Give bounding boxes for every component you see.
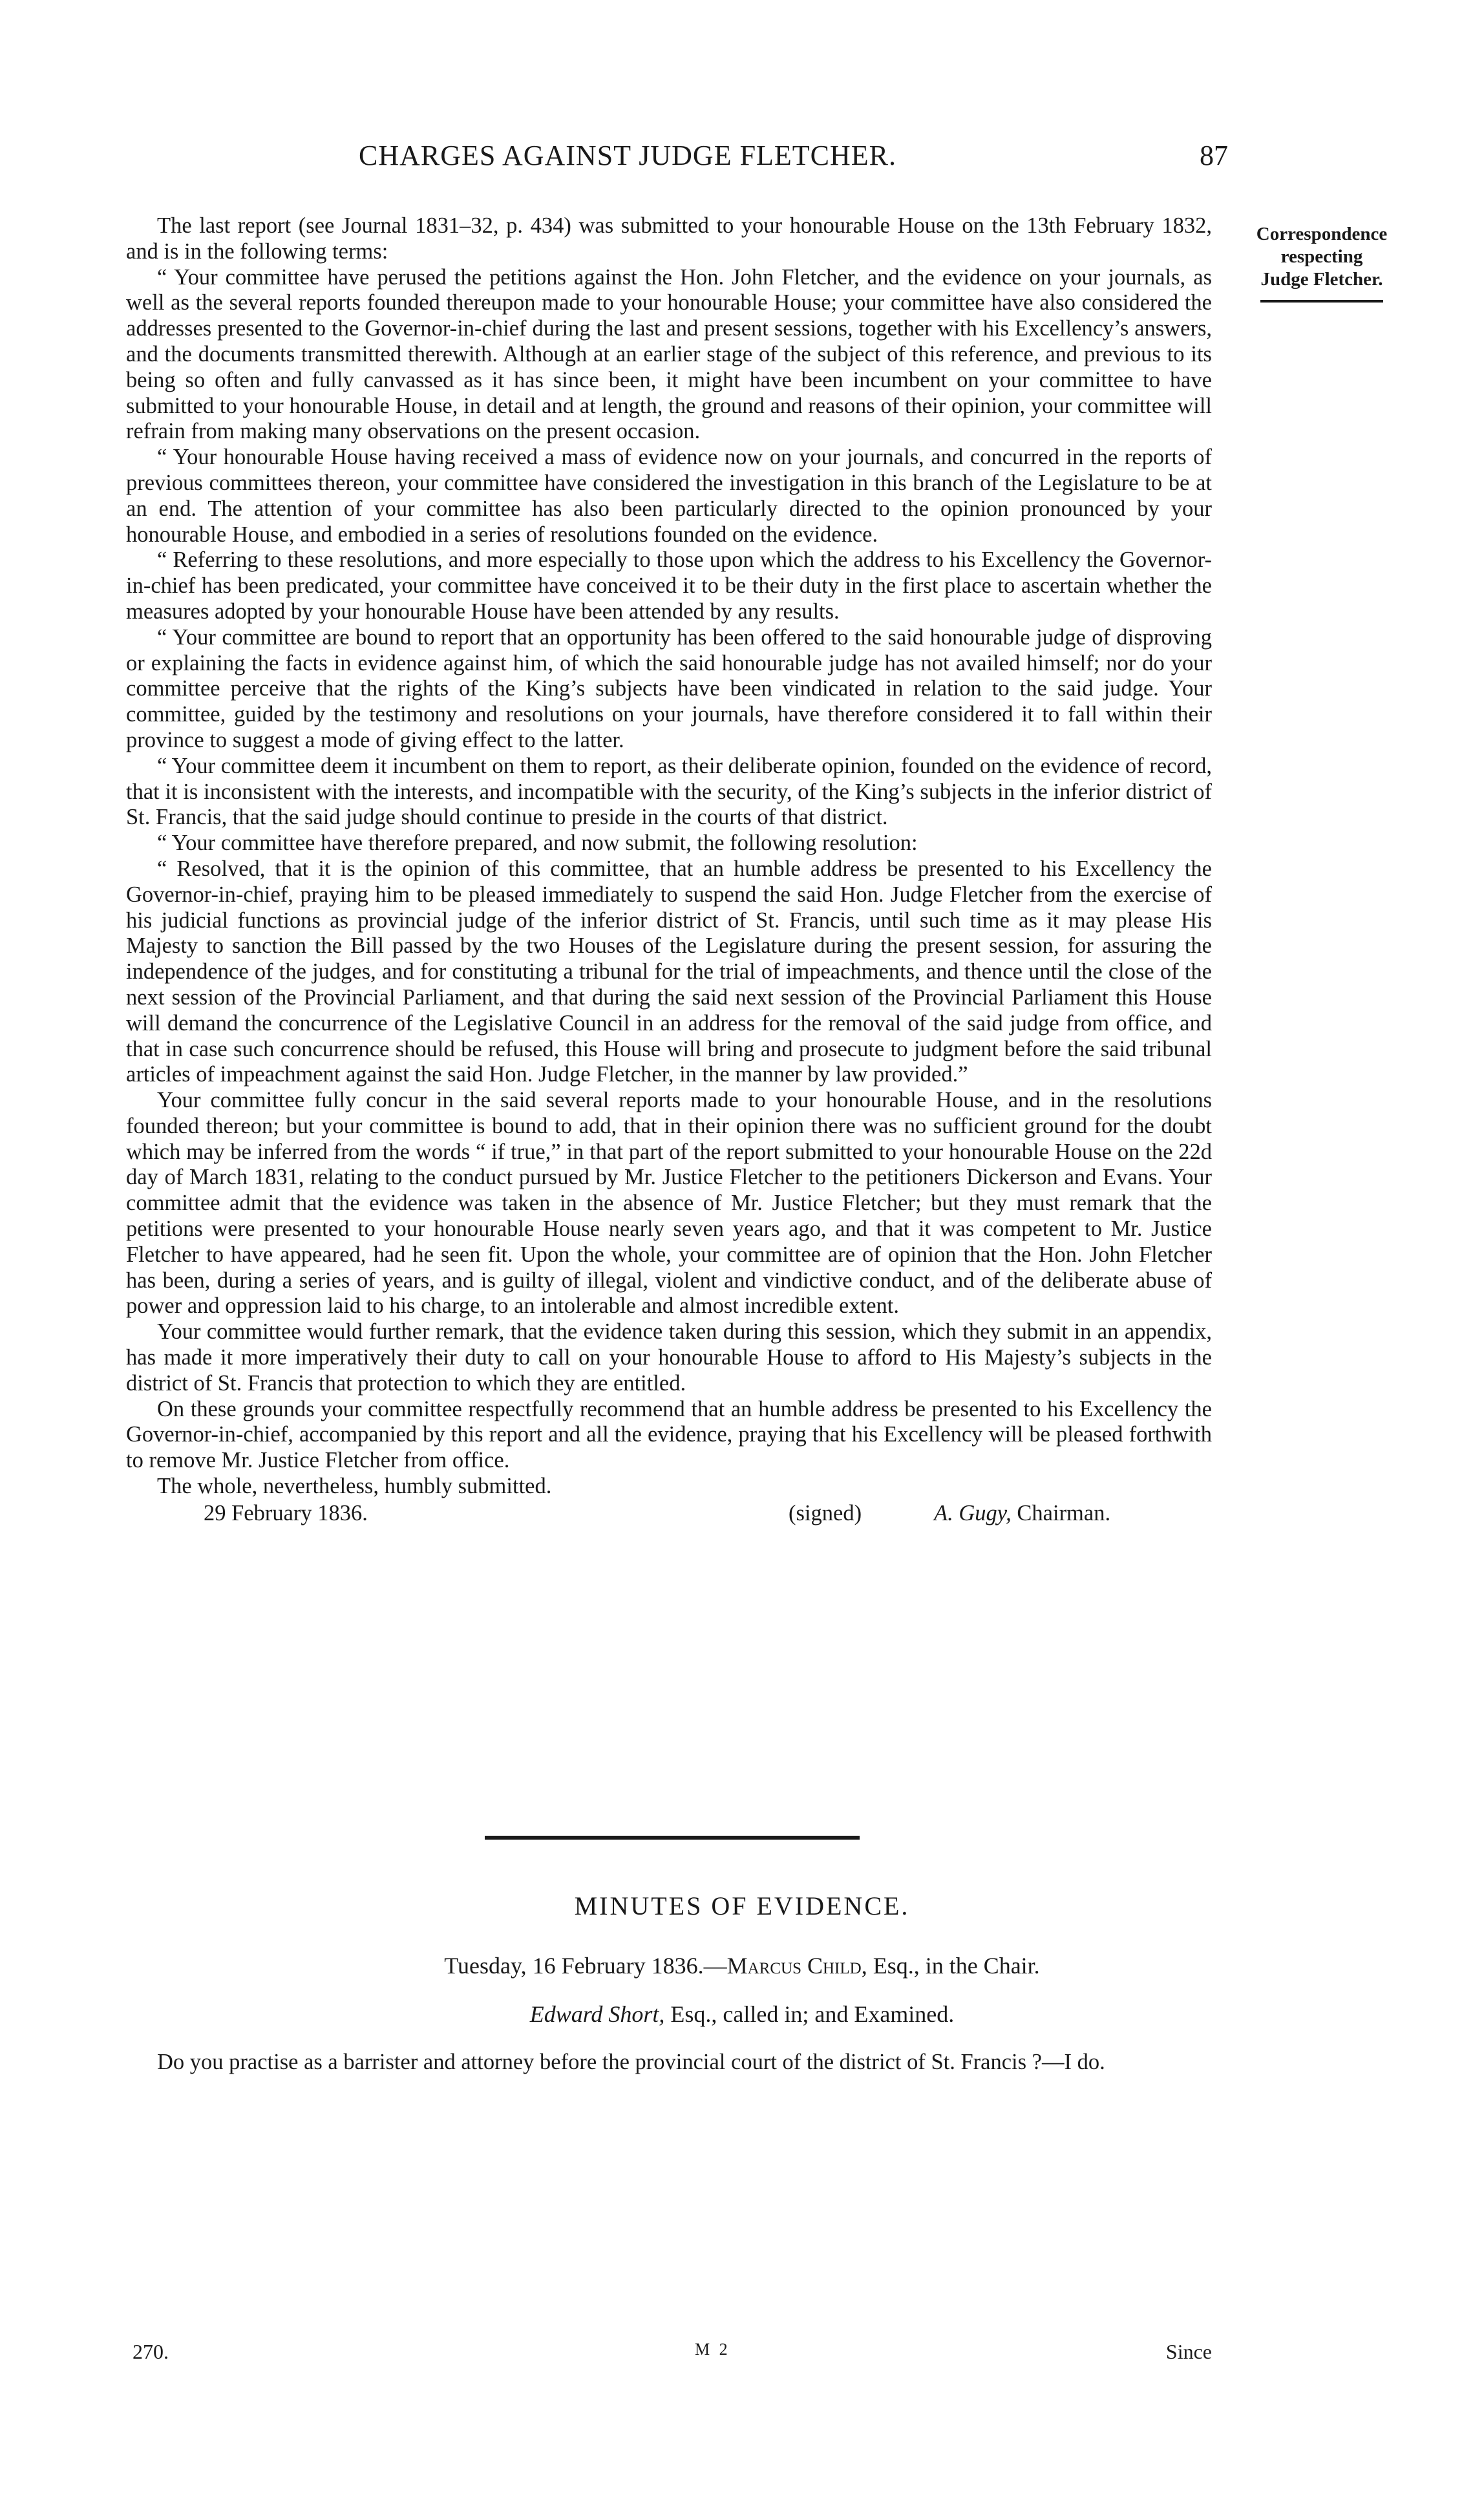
catchword: Since — [1165, 2340, 1212, 2363]
witness-line — [0, 2001, 1484, 2028]
chair-name: Marcus Child, — [726, 1953, 867, 1979]
signature-mark: M 2 — [695, 2340, 730, 2359]
signatory — [934, 1501, 1110, 1527]
page-footer — [126, 2340, 1212, 2372]
margin-note — [1225, 223, 1419, 303]
section-divider — [485, 1836, 860, 1840]
meeting-line — [0, 1952, 1484, 1979]
paragraph: “ Your committee are bound to report that an opportunity has been offered to the said honourable judge of disproving or explaining the facts in evidence against him, of which the said honourable judge has not availed himself; nor do your committee perceive that the rights of the King’s subjects have been vindicated in relation to the said judge. Your committee, guided by the testimony and resolutions on your journals, have therefore considered it to fall within their province to suggest a mode of giving effect to the latter. — [126, 624, 1212, 752]
paragraph: “ Your committee have perused the petitions against the Hon. John Fletcher, and the evidence on your journals, as well as the several reports founded thereupon made to your honourable House; your committee have also considered the addresses presented to the Governor-in-chief during the last and present sessions, together with his Excellency’s answers, and the documents transmitted therewith. Although at an earlier stage of the subject of this reference, and previous to its being so often and fully canvassed as it has since been, it might have been incumbent on your committee to have submitted to your honourable House, in detail and at length, the ground and reasons of their opinion, your committee will refrain from making many observations on the present occasion. — [126, 264, 1212, 444]
signature-date: 29 February 1836. — [204, 1500, 368, 1525]
paragraph: “ Your committee deem it incumbent on them to report, as their deliberate opinion, founded on the evidence of record, that it is inconsistent with the interests, and incompatible with the security, of the King’s subjects in the inferior district of St. Francis, that the said judge should continue to preside in the courts of that district. — [126, 753, 1212, 830]
signatory-name: A. Gugy, — [934, 1500, 1012, 1525]
paragraph: The last report (see Journal 1831–32, p. 434) was submitted to your honourable House on the 13th February 1832, and is in the following terms: — [126, 213, 1212, 264]
page-number: 87 — [1200, 140, 1228, 171]
question-answer: Do you practise as a barrister and attorney before the provincial court of the district of St. Francis ?—I do. — [157, 2050, 1105, 2074]
margin-note-rule — [1260, 300, 1383, 303]
paragraph: “ Resolved, that it is the opinion of this committee, that an humble address be presented to his Excellency the Governor-in-chief, praying him to be pleased immediately to suspend the said Hon. Judge Fletcher from the exercise of his judicial functions as provincial judge of the inferior district of St. Francis, until such time as it may please His Majesty to sanction the Bill passed by the two Houses of the Legislature during the present session, for assuring the independence of the judges, and for constituting a tribunal for the trial of impeachments, and thence until the close of the next session of the Provincial Parliament, and that during the said next session of the Provincial Parliament this House will demand the concurrence of the Legislative Council in an address for the removal of the said judge from office, and that in case such concurrence should be refused, this House will bring and prosecute to judgment before the said tribunal articles of impeachment against the said Hon. Judge Fletcher, in the manner by law provided.” — [126, 856, 1212, 1087]
signatory-role: Chairman. — [1017, 1500, 1111, 1525]
paragraph: On these grounds your committee respectfully recommend that an humble address be presented to his Excellency the Governor-in-chief, accompanied by this report and all the evidence, praying that his Excellency will be pleased forthwith to remove Mr. Justice Fletcher from office. — [126, 1396, 1212, 1473]
footer-number: 270. — [132, 2340, 169, 2363]
section-title: MINUTES OF EVIDENCE. — [574, 1891, 910, 1920]
meeting-date: Tuesday, 16 February 1836.— — [444, 1953, 727, 1979]
chair-rest: Esq., in the Chair. — [873, 1953, 1040, 1979]
running-title: CHARGES AGAINST JUDGE FLETCHER. — [359, 140, 897, 171]
witness-name: Edward Short, — [529, 2001, 665, 2027]
paragraph: The whole, nevertheless, humbly submitted. — [157, 1474, 552, 1499]
margin-note-line: respecting — [1280, 246, 1363, 267]
paragraph: “ Referring to these resolutions, and more especially to those upon which the address to his Excellency the Governor-in-chief has been predicated, your committee have conceived it to be their duty in the first place to ascertain whether the measures adopted by your honourable House have been attended by any results. — [126, 547, 1212, 624]
report-body — [126, 213, 1212, 1529]
page-header — [116, 139, 1228, 191]
signed-label: (signed) — [789, 1500, 862, 1525]
signature-line — [126, 1501, 1212, 1529]
margin-note-line: Correspondence — [1256, 224, 1388, 244]
witness-rest: Esq., called in; and Examined. — [670, 2001, 955, 2027]
paragraph: Your committee would further remark, that the evidence taken during this session, which they submit in an appendix, has made it more imperatively their duty to call on your honourable House to afford to His Majesty’s subjects in the district of St. Francis that protection to which they are entitled. — [126, 1319, 1212, 1396]
margin-note-line: Judge Fletcher. — [1260, 269, 1383, 290]
paragraph: “ Your honourable House having received a mass of evidence now on your journals, and concurred in the reports of previous committees thereon, your committee have considered the investigation in this branch of the Legislature to be at an end. The attention of your committee has also been particularly directed to the opinion pronounced by your honourable House, and embodied in a series of resolutions founded on the evidence. — [126, 445, 1212, 547]
paragraph: “ Your committee have therefore prepared, and now submit, the following resolution: — [157, 831, 918, 856]
paragraph: Your committee fully concur in the said several reports made to your honourable House, and in the resolutions founded thereon; but your committee is bound to add, that in their opinion there was no sufficient ground for the doubt which may be inferred from the words “ if true,” in that part of the report submitted to your honourable House on the 22d day of March 1831, relating to the conduct pursued by Mr. Justice Fletcher to the petitioners Dickerson and Evans. Your committee admit that the evidence was taken in the absence of Mr. Justice Fletcher; but they must remark that the petitions were presented to your honourable House nearly seven years ago, and that it was competent to Mr. Justice Fletcher to have appeared, had he seen fit. Upon the whole, your committee are of opinion that the Hon. John Fletcher has been, during a series of years, and is guilty of illegal, violent and vindictive conduct, and of the deliberate abuse of power and oppression laid to his charge, to an intolerable and almost incredible extent. — [126, 1088, 1212, 1319]
